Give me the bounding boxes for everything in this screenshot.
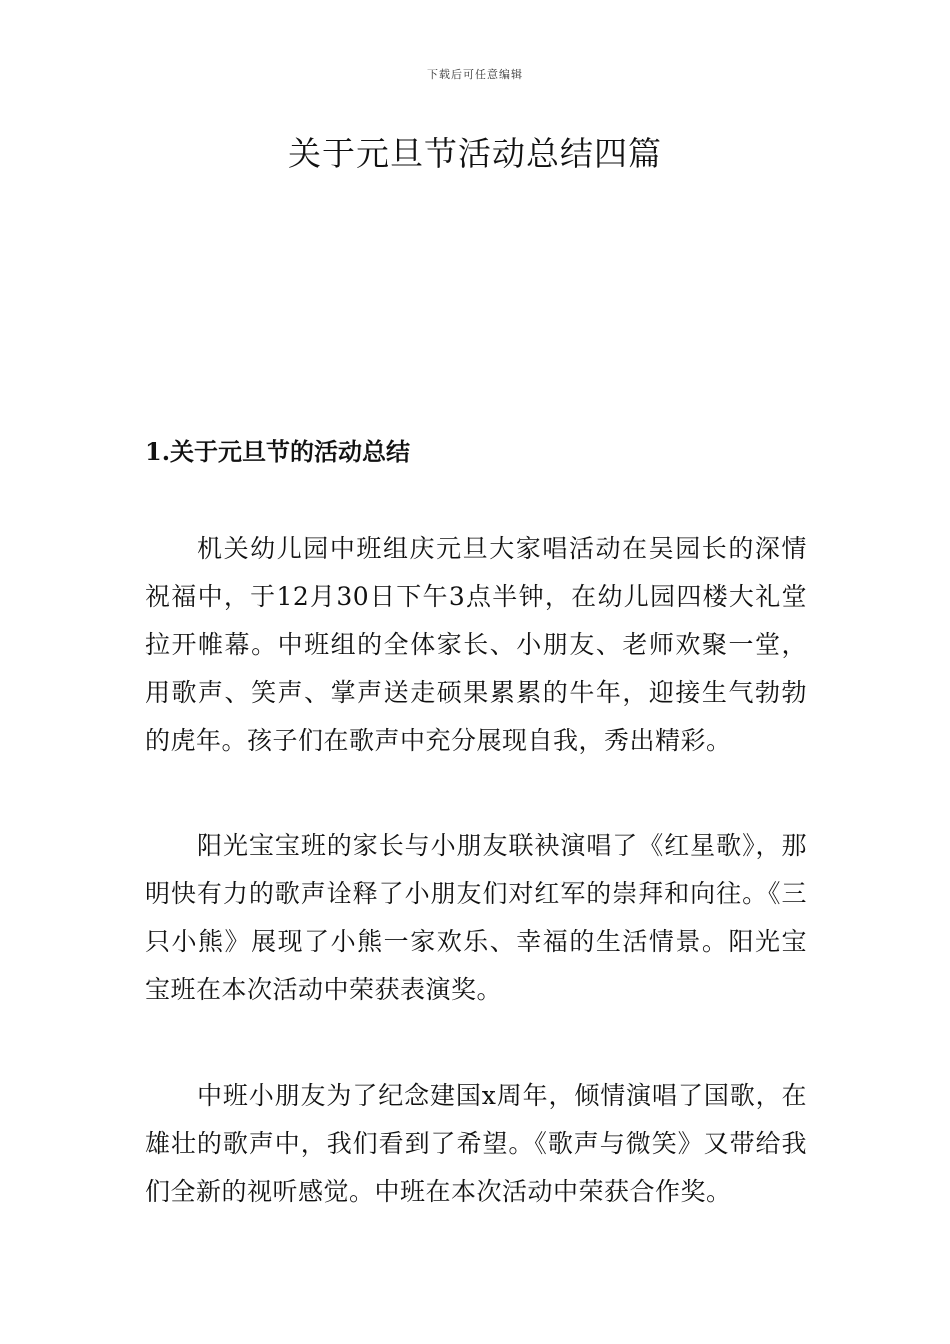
document-title: 关于元旦节活动总结四篇 <box>288 134 662 173</box>
paragraph-2: 阳光宝宝班的家长与小朋友联袂演唱了《红星歌》，那明快有力的歌声诠释了小朋友们对红军的崇拜和向往。《三只小熊》展现了小熊一家欢乐、幸福的生活情景。阳光宝宝班在本次活动中荣获表演奖。 <box>145 831 807 1004</box>
section-heading: 1.关于元旦节的活动总结 <box>145 437 411 466</box>
paragraph-3: 中班小朋友为了纪念建国x周年，倾情演唱了国歌，在雄壮的歌声中，我们看到了希望。《歌声与微笑》又带给我们全新的视听感觉。中班在本次活动中荣获合作奖。 <box>145 1081 807 1206</box>
header-note: 下载后可任意编辑 <box>427 68 523 81</box>
paragraph-1: 机关幼儿园中班组庆元旦大家唱活动在吴园长的深情祝福中，于12月30日下午3点半钟，在幼儿园四楼大礼堂拉开帷幕。中班组的全体家长、小朋友、老师欢聚一堂，用歌声、笑声、掌声送走硕果累累的牛年，迎接生气勃勃的虎年。孩子们在歌声中充分展现自我，秀出精彩。 <box>145 534 807 755</box>
